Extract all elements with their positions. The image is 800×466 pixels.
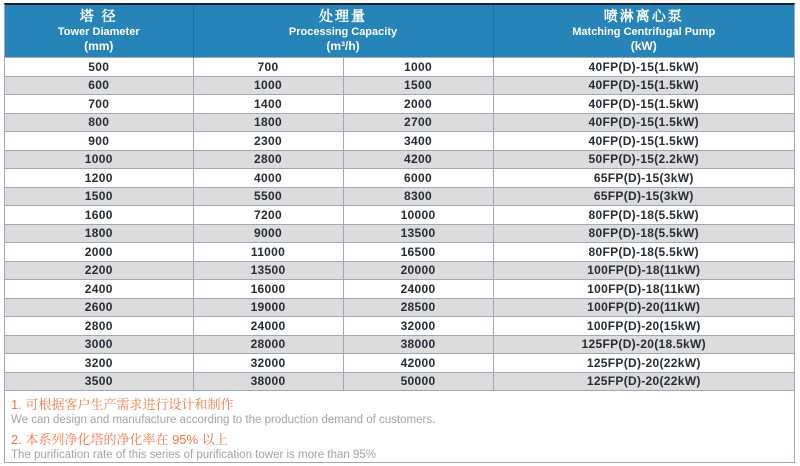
- tower-diameter-cell: 3200: [5, 354, 193, 373]
- capacity-max-cell: 6000: [343, 169, 493, 188]
- capacity-min-cell: 24000: [193, 317, 343, 336]
- header-processing-capacity: [193, 5, 493, 58]
- capacity-min-cell: 4000: [193, 169, 343, 188]
- capacity-max-cell: 20000: [343, 261, 493, 280]
- table-row: [5, 243, 794, 262]
- pump-model-cell: 65FP(D)-15(3kW): [493, 169, 794, 188]
- capacity-max-cell: 13500: [343, 224, 493, 243]
- tower-diameter-cell: 1500: [5, 187, 193, 206]
- capacity-min-cell: 13500: [193, 261, 343, 280]
- table-row: [5, 224, 794, 243]
- capacity-max-cell: 10000: [343, 206, 493, 225]
- header-tower-diameter-en: Tower Diameter: [57, 26, 140, 38]
- tower-diameter-cell: 2200: [5, 261, 193, 280]
- note-1-en: We can design and manufacture according to the production demand of customers.: [11, 414, 436, 426]
- capacity-min-cell: 19000: [193, 298, 343, 317]
- capacity-max-cell: 28500: [343, 298, 493, 317]
- table-row: [5, 169, 794, 188]
- capacity-max-cell: 50000: [343, 372, 493, 391]
- pump-model-cell: 125FP(D)-20(22kW): [493, 354, 794, 373]
- table-row: [5, 113, 794, 132]
- table-row: [5, 206, 794, 225]
- tower-diameter-cell: 700: [5, 95, 193, 114]
- notes-section: [5, 391, 794, 462]
- capacity-min-cell: 1800: [193, 113, 343, 132]
- pump-model-cell: 80FP(D)-18(5.5kW): [493, 206, 794, 225]
- capacity-max-cell: 1000: [343, 58, 493, 77]
- pump-model-cell: 65FP(D)-15(3kW): [493, 187, 794, 206]
- pump-model-cell: 125FP(D)-20(18.5kW): [493, 335, 794, 354]
- note-1-zh: 1. 可根据客户生产需求进行设计和制作: [11, 397, 234, 412]
- capacity-max-cell: 16500: [343, 243, 493, 262]
- tower-diameter-cell: 1800: [5, 224, 193, 243]
- table-header: [5, 5, 794, 58]
- tower-diameter-cell: 3000: [5, 335, 193, 354]
- header-tower-diameter-zh: 塔 径: [79, 8, 118, 24]
- pump-model-cell: 80FP(D)-18(5.5kW): [493, 224, 794, 243]
- header-centrifugal-pump-en: Matching Centrifugal Pump: [572, 26, 716, 38]
- capacity-min-cell: 1400: [193, 95, 343, 114]
- capacity-max-cell: 42000: [343, 354, 493, 373]
- table-row: [5, 58, 794, 77]
- capacity-min-cell: 2800: [193, 150, 343, 169]
- capacity-max-cell: 38000: [343, 335, 493, 354]
- pump-model-cell: 100FP(D)-18(11kW): [493, 280, 794, 299]
- tower-diameter-cell: 1600: [5, 206, 193, 225]
- capacity-max-cell: 3400: [343, 132, 493, 151]
- capacity-max-cell: 1500: [343, 76, 493, 95]
- table-row: [5, 95, 794, 114]
- capacity-min-cell: 1000: [193, 76, 343, 95]
- tower-diameter-cell: 2000: [5, 243, 193, 262]
- note-2-en: The purification rate of this series of purification tower is more than 95%: [11, 449, 376, 461]
- table-row: [5, 335, 794, 354]
- capacity-max-cell: 2700: [343, 113, 493, 132]
- table-row: [5, 76, 794, 95]
- header-tower-diameter: [5, 5, 193, 58]
- pump-model-cell: 40FP(D)-15(1.5kW): [493, 132, 794, 151]
- pump-model-cell: 40FP(D)-15(1.5kW): [493, 95, 794, 114]
- table-frame: [4, 3, 795, 463]
- tower-diameter-cell: 600: [5, 76, 193, 95]
- capacity-min-cell: 11000: [193, 243, 343, 262]
- table-row: [5, 261, 794, 280]
- capacity-min-cell: 7200: [193, 206, 343, 225]
- header-processing-capacity-unit: (m³/h): [326, 39, 360, 53]
- tower-diameter-cell: 2800: [5, 317, 193, 336]
- tower-diameter-cell: 3500: [5, 372, 193, 391]
- capacity-max-cell: 24000: [343, 280, 493, 299]
- capacity-min-cell: 5500: [193, 187, 343, 206]
- capacity-min-cell: 28000: [193, 335, 343, 354]
- capacity-min-cell: 16000: [193, 280, 343, 299]
- table-row: [5, 372, 794, 391]
- tower-diameter-cell: 1200: [5, 169, 193, 188]
- pump-model-cell: 50FP(D)-15(2.2kW): [493, 150, 794, 169]
- capacity-max-cell: 8300: [343, 187, 493, 206]
- table-row: [5, 280, 794, 299]
- table-row: [5, 317, 794, 336]
- table-row: [5, 354, 794, 373]
- header-centrifugal-pump-unit: (kW): [630, 39, 657, 53]
- pump-model-cell: 100FP(D)-20(15kW): [493, 317, 794, 336]
- tower-diameter-cell: 1000: [5, 150, 193, 169]
- table-row: [5, 187, 794, 206]
- capacity-min-cell: 9000: [193, 224, 343, 243]
- header-centrifugal-pump: [493, 5, 794, 58]
- header-processing-capacity-zh: 处理量: [319, 8, 367, 24]
- tower-diameter-cell: 800: [5, 113, 193, 132]
- capacity-min-cell: 700: [193, 58, 343, 77]
- pump-model-cell: 100FP(D)-20(11kW): [493, 298, 794, 317]
- pump-model-cell: 80FP(D)-18(5.5kW): [493, 243, 794, 262]
- header-centrifugal-pump-zh: 喷淋离心泵: [603, 8, 684, 24]
- table-row: [5, 132, 794, 151]
- header-tower-diameter-unit: (mm): [84, 39, 114, 53]
- table-body: [5, 58, 794, 391]
- table-row: [5, 150, 794, 169]
- pump-model-cell: 40FP(D)-15(1.5kW): [493, 113, 794, 132]
- tower-diameter-cell: 900: [5, 132, 193, 151]
- capacity-min-cell: 38000: [193, 372, 343, 391]
- tower-diameter-cell: 2600: [5, 298, 193, 317]
- table-row: [5, 298, 794, 317]
- tower-diameter-cell: 2400: [5, 280, 193, 299]
- pump-model-cell: 100FP(D)-18(11kW): [493, 261, 794, 280]
- pump-model-cell: 40FP(D)-15(1.5kW): [493, 58, 794, 77]
- note-2-zh: 2. 本系列净化塔的净化率在 95% 以上: [11, 432, 228, 447]
- capacity-max-cell: 2000: [343, 95, 493, 114]
- tower-diameter-cell: 500: [5, 58, 193, 77]
- pump-model-cell: 40FP(D)-15(1.5kW): [493, 76, 794, 95]
- capacity-min-cell: 2300: [193, 132, 343, 151]
- pump-model-cell: 125FP(D)-20(22kW): [493, 372, 794, 391]
- capacity-max-cell: 32000: [343, 317, 493, 336]
- header-processing-capacity-en: Processing Capacity: [288, 26, 398, 38]
- specification-table: [5, 5, 794, 391]
- capacity-max-cell: 4200: [343, 150, 493, 169]
- capacity-min-cell: 32000: [193, 354, 343, 373]
